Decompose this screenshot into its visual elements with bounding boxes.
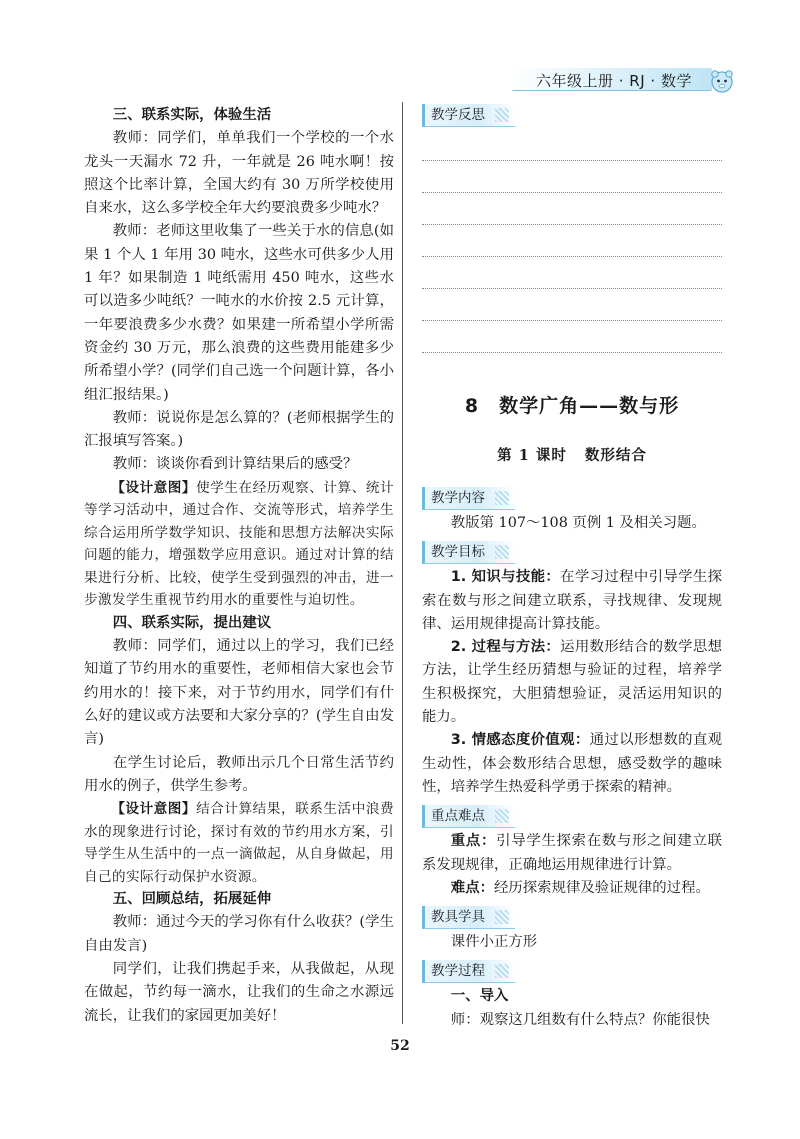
section3-title: 三、联系实际，体验生活	[112, 107, 272, 123]
content-text: 教版第 107～108 页例 1 及相关习题。	[450, 515, 706, 531]
tag-teaching-process: 教学过程	[422, 960, 515, 983]
writing-line	[422, 225, 722, 257]
lesson-prefix: 第 1 课时	[497, 447, 567, 464]
writing-line	[422, 161, 722, 193]
key-point	[422, 830, 722, 877]
paragraph: 教师：谈谈你看到计算结果后的感受？	[112, 456, 358, 473]
intro-text: 师：观察这几组数有什么特点？你能很快	[450, 1011, 710, 1028]
design-intent-2	[84, 798, 394, 888]
mascot-icon	[708, 68, 736, 94]
writing-line	[422, 193, 722, 225]
goal-text: 通过以形想数的直观生动性，体会数形结合思想，感受数学的趣味性，培养学生热爱科学勇于探索的精神。	[422, 732, 722, 795]
paragraph: 同学们，让我们携起手来，从我做起，从现在做起，节约每一滴水，让我们的生命之水源远流长，让我们的家园更加美好！	[84, 961, 394, 1024]
paragraph: 教师：说说你是怎么算的？(老师根据学生的汇报填写答案。)	[84, 409, 394, 450]
intro-title: 一、导入	[450, 988, 509, 1005]
key-text: 引导学生探索在数与形之间建立联系发现规律，正确地运用规律进行计算。	[422, 833, 722, 873]
paragraph: 教师：通过今天的学习你有什么收获？(学生自由发言)	[84, 914, 394, 954]
header-text: 六年级上册 · RJ · 数学	[536, 72, 692, 90]
column-divider	[402, 102, 403, 1024]
goal-text: 在学习过程中引导学生探索在数与形之间建立联系，寻找规律、发现规律、运用规律提高计算技能。	[422, 569, 722, 632]
left-column	[84, 104, 394, 1028]
goal-label: 2. 过程与方法：	[450, 639, 561, 656]
paragraph: 教师：同学们，通过以上的学习，我们已经知道了节约用水的重要性，老师相信大家也会节约用水的！接下来，对于节约用水，同学们有什么好的建议或方法要和大家分享的？(学生自由发言)	[84, 638, 394, 748]
tag-teaching-tools: 教具学具	[422, 906, 515, 929]
goal-text: 运用数形结合的数学思想方法，让学生经历猜想与验证的过程，培养学生积极探究，大胆猜想验证，灵活运用知识的能力。	[422, 639, 722, 726]
lesson-title	[422, 444, 722, 465]
paragraph: 教师：老师这里收集了一些关于水的信息(如果 1 个人 1 年用 30 吨水，这些水可供多少人用 1 年？如果制造 1 吨纸需用 450 吨水，这些水可以造多少吨纸？一吨水的水价按 2.5 元计算，一年要浪费多少水费？如果建一所希望小学所需资金约 30 万元，那么浪费的这些费用能建多少所希望小学？(同学们自己选一个问题计算，各小组汇报结果。)	[84, 223, 394, 403]
design-intent-1	[84, 477, 394, 612]
page-number: 52	[390, 1038, 410, 1054]
goal-1	[422, 566, 722, 636]
chapter-title: 8 数学广角——数与形	[464, 395, 680, 417]
writing-line	[422, 129, 722, 161]
section4-title: 四、联系实际，提出建议	[112, 614, 272, 631]
key-label: 重点：	[450, 833, 497, 850]
design-label: 【设计意图】	[111, 801, 197, 818]
writing-line	[422, 321, 722, 353]
goal-3	[422, 729, 722, 799]
goal-2	[422, 636, 722, 729]
tag-teaching-goals: 教学目标	[422, 541, 515, 564]
tag-teaching-reflection: 教学反思	[422, 104, 515, 127]
writing-line	[422, 289, 722, 321]
writing-line	[422, 257, 722, 289]
design-text: 结合计算结果，联系生活中浪费水的现象进行讨论，探讨有效的节约用水方案，引导学生从生活中的一点一滴做起，从自身做起，用自己的实际行动保护水资源。	[84, 801, 394, 885]
paragraph: 在学生讨论后，教师出示几个日常生活节约用水的例子，供学生参考。	[84, 754, 394, 794]
tag-teaching-content: 教学内容	[422, 487, 515, 510]
section5-title: 五、回顾总结，拓展延伸	[112, 891, 272, 908]
diff-text: 经历探索规律及验证规律的过程。	[493, 879, 710, 896]
design-text: 使学生在经历观察、计算、统计等学习活动中，通过合作、交流等形式，培养学生综合运用所学数学知识、技能和思想方法解决实际问题的能力，增强数学应用意识。通过对计算的结果进行分析、比较，使学生受到强烈的冲击，进一步激发学生重视节约用水的重要性与迫切性。	[84, 479, 394, 609]
design-label: 【设计意图】	[111, 479, 197, 496]
paragraph: 教师：同学们，单单我们一个学校的一个水龙头一天漏水 72 升，一年就是 26 吨水啊！按照这个比率计算，全国大约有 30 万所学校使用自来水，这么多学校全年大约要浪费多少吨水？	[84, 130, 394, 217]
goal-label: 3. 情感态度价值观：	[450, 732, 590, 749]
difficult-point	[422, 877, 722, 900]
tools-text: 课件小正方形	[450, 934, 538, 951]
goal-label: 1. 知识与技能：	[450, 569, 561, 586]
lesson-name: 数形结合	[584, 447, 647, 464]
reflection-lines	[422, 129, 722, 353]
header-badge	[512, 68, 726, 92]
tag-key-difficult: 重点难点	[422, 805, 515, 828]
right-column	[422, 104, 722, 1032]
diff-label: 难点：	[450, 879, 494, 896]
